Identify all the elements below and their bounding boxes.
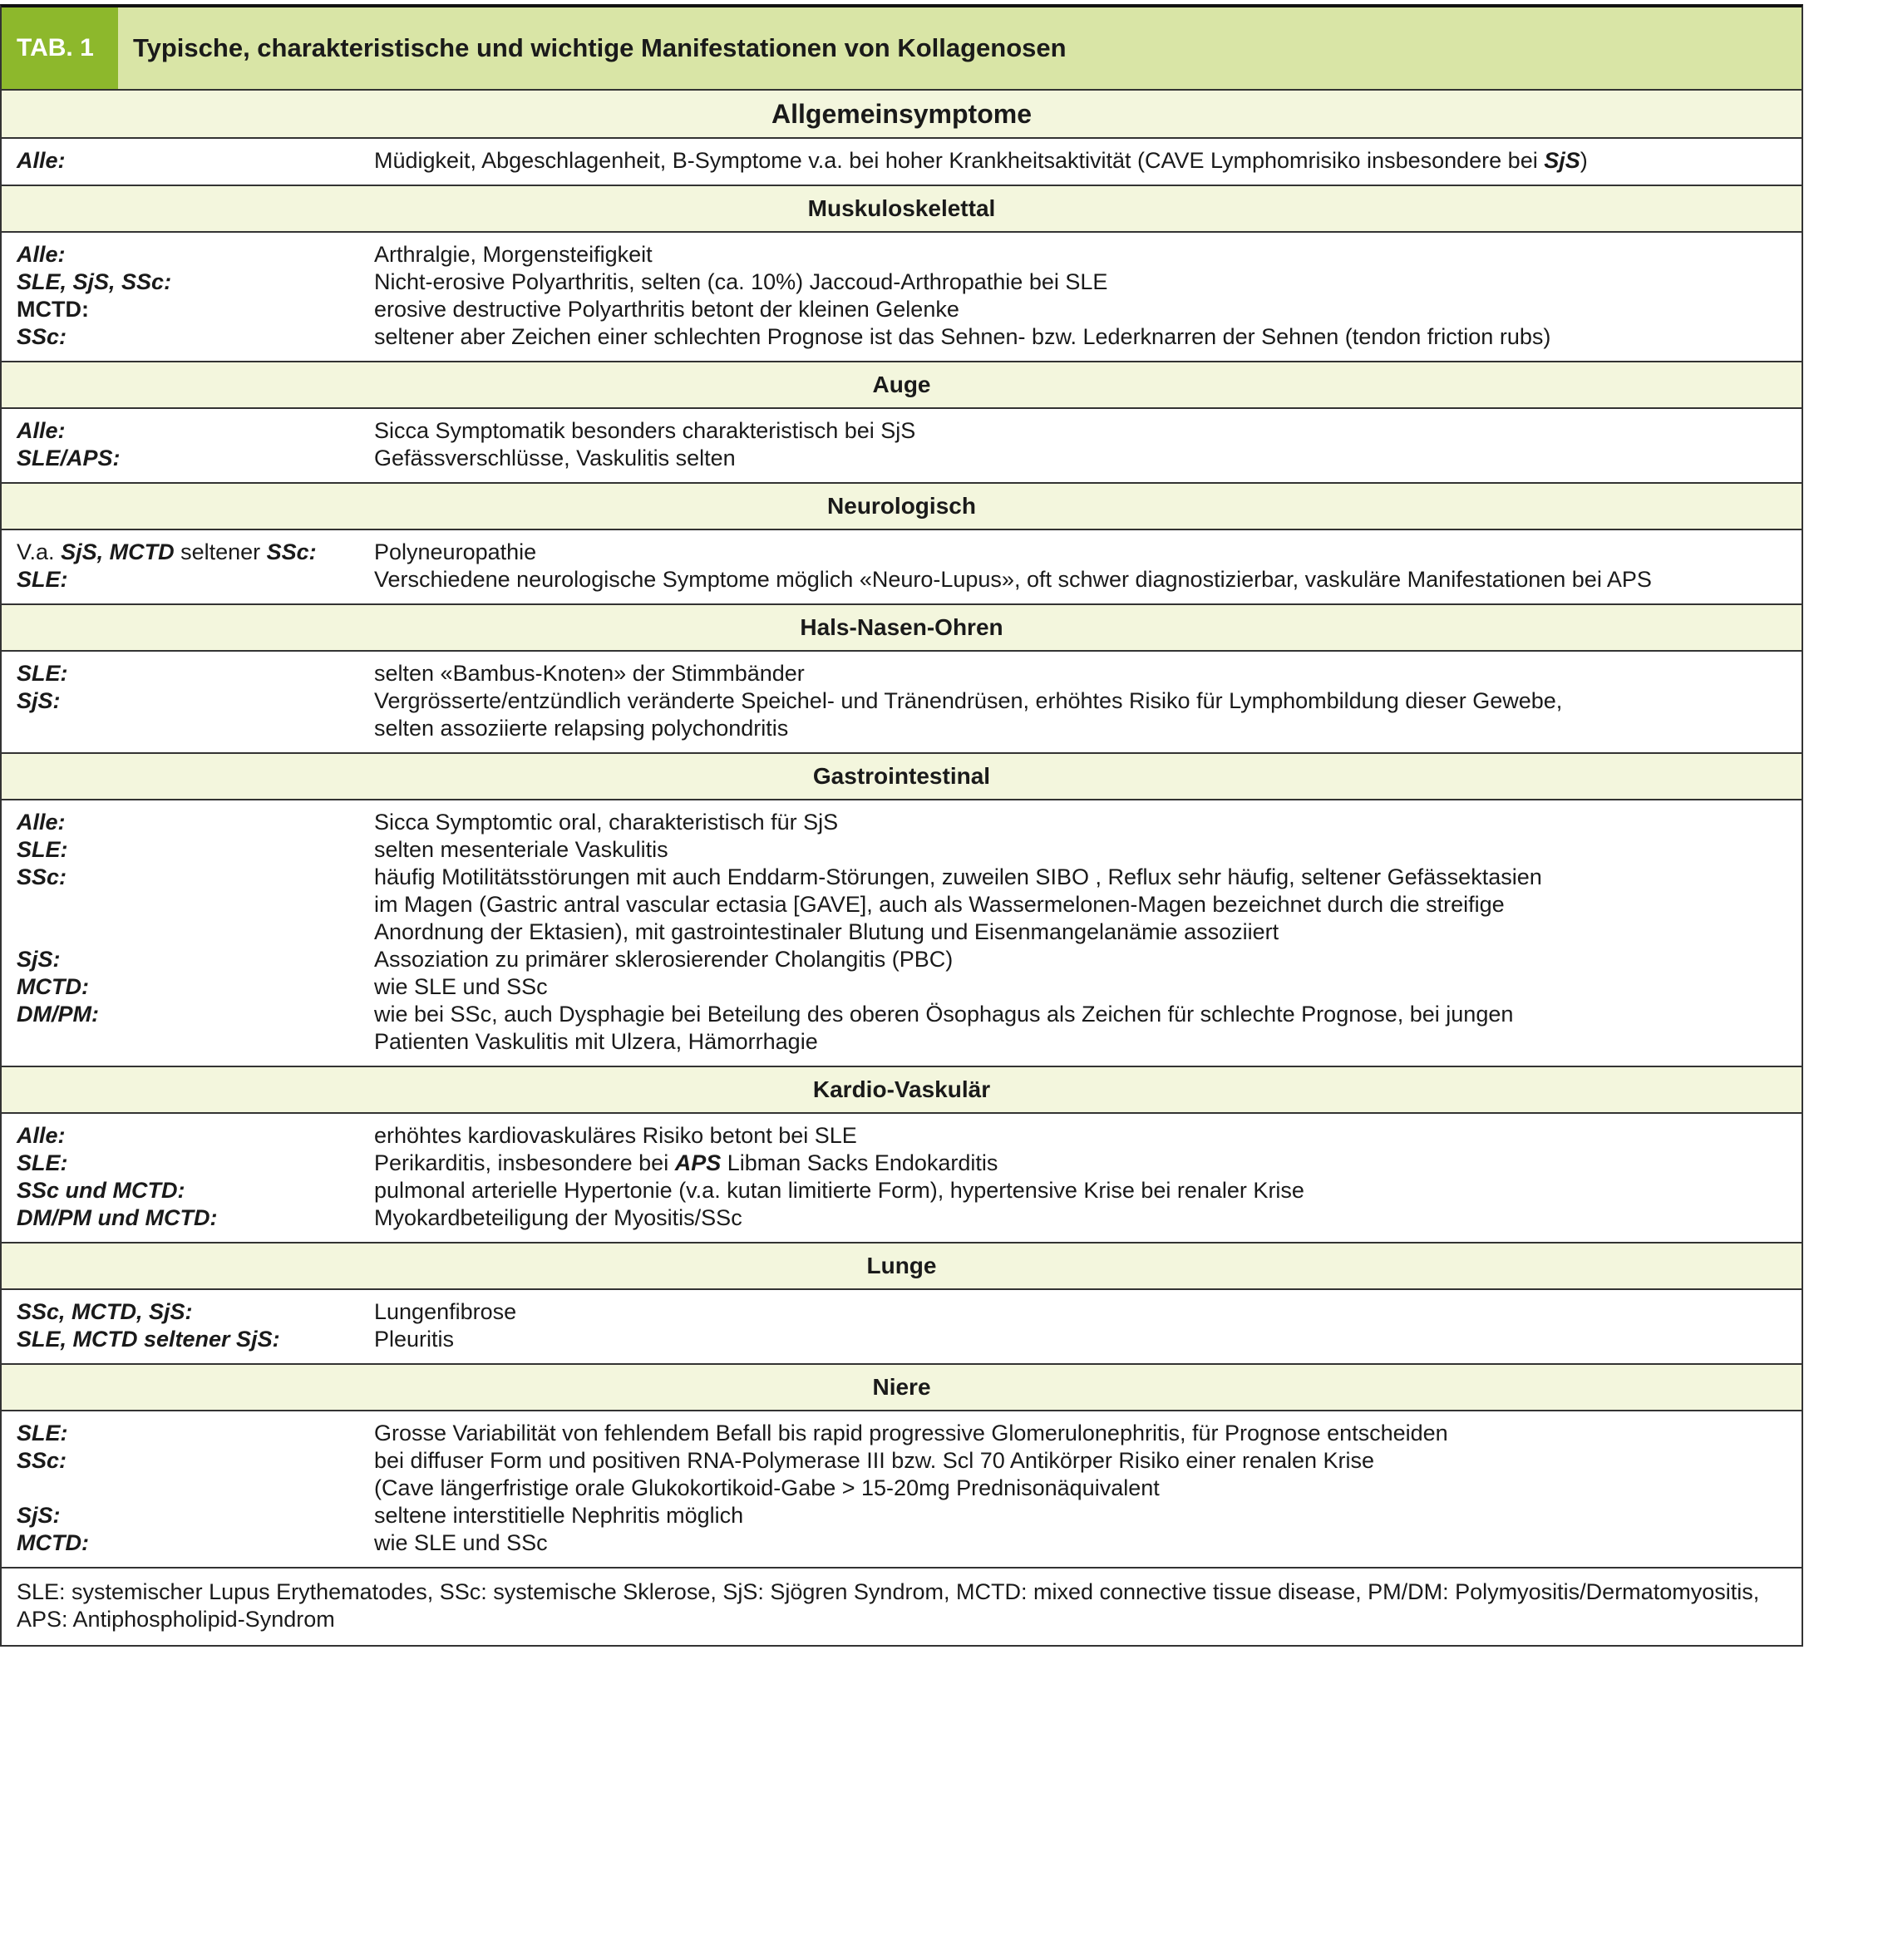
row-text bbox=[374, 660, 1802, 687]
row-text bbox=[374, 1204, 1802, 1232]
row-text bbox=[374, 687, 1802, 742]
row-label: Alle: bbox=[17, 810, 66, 835]
table-row bbox=[2, 296, 1802, 323]
section-body bbox=[2, 1290, 1802, 1365]
row-text-line: wie bei SSc, auch Dysphagie bei Beteilung des oberen Ösophagus als Zeichen für schlechte Prognose, bei jungen bbox=[374, 1002, 1514, 1027]
section-body bbox=[2, 1411, 1802, 1568]
row-label: Alle: bbox=[17, 1123, 66, 1148]
row-text-line: selten «Bambus-Knoten» der Stimmbänder bbox=[374, 661, 805, 686]
section-body bbox=[2, 139, 1802, 186]
row-text bbox=[374, 268, 1802, 296]
row-text bbox=[374, 1177, 1802, 1204]
table-row bbox=[2, 687, 1802, 742]
text-segment: ) bbox=[1580, 148, 1588, 173]
section-body bbox=[2, 530, 1802, 605]
table-row bbox=[2, 539, 1802, 566]
row-text-line: Assoziation zu primärer sklerosierender Cholangitis (PBC) bbox=[374, 947, 954, 972]
row-label: SLE: bbox=[17, 567, 68, 592]
row-text-line: Pleuritis bbox=[374, 1327, 455, 1352]
table-row bbox=[2, 1177, 1802, 1204]
row-text-line: seltener aber Zeichen einer schlechten Prognose ist das Sehnen- bzw. Lederknarren der Sehnen (tendon friction rubs) bbox=[374, 324, 1551, 349]
row-label: MCTD: bbox=[17, 297, 89, 322]
row-label bbox=[2, 539, 374, 566]
table-row bbox=[2, 147, 1802, 175]
row-text-line: Sicca Symptomatik besonders charakteristisch bei SjS bbox=[374, 418, 916, 443]
section-heading: Lunge bbox=[2, 1243, 1802, 1290]
table-row bbox=[2, 973, 1802, 1001]
row-text-line: pulmonal arterielle Hypertonie (v.a. kutan limitierte Form), hypertensive Krise bei renaler Krise bbox=[374, 1178, 1304, 1203]
row-text bbox=[374, 241, 1802, 268]
table-row bbox=[2, 241, 1802, 268]
section-body bbox=[2, 800, 1802, 1067]
row-text-line: bei diffuser Form und positiven RNA-Polymerase III bzw. Scl 70 Antikörper Risiko einer renalen Krise bbox=[374, 1448, 1375, 1473]
table-row bbox=[2, 1001, 1802, 1056]
row-text-line: Arthralgie, Morgensteifigkeit bbox=[374, 242, 653, 267]
row-label: DM/PM: bbox=[17, 1002, 99, 1027]
row-text-line: selten mesenteriale Vaskulitis bbox=[374, 837, 668, 862]
table-row bbox=[2, 836, 1802, 864]
section-heading: Auge bbox=[2, 362, 1802, 409]
table-footnote bbox=[2, 1568, 1802, 1645]
row-text-line: Myokardbeteiligung der Myositis/SSc bbox=[374, 1205, 742, 1230]
row-text-line: Patienten Vaskulitis mit Ulzera, Hämorrhagie bbox=[374, 1029, 818, 1054]
section-body bbox=[2, 1114, 1802, 1243]
row-text bbox=[374, 417, 1802, 445]
table-title: Typische, charakteristische und wichtige Manifestationen von Kollagenosen bbox=[133, 33, 1067, 62]
row-text bbox=[374, 1502, 1802, 1529]
row-label: SLE, MCTD seltener SjS: bbox=[17, 1327, 280, 1352]
row-label-part: V.a. bbox=[17, 539, 62, 564]
row-text bbox=[374, 946, 1802, 973]
manifestations-table bbox=[0, 4, 1803, 1647]
row-label-part: seltener bbox=[174, 539, 267, 564]
section-heading: Kardio-Vaskulär bbox=[2, 1067, 1802, 1114]
section-body bbox=[2, 409, 1802, 484]
row-text bbox=[374, 323, 1802, 351]
table-row bbox=[2, 864, 1802, 946]
emphasized-term: SjS bbox=[1544, 148, 1580, 173]
footnote-line: APS: Antiphospholipid-Syndrom bbox=[17, 1607, 335, 1632]
table-row bbox=[2, 1502, 1802, 1529]
row-text-line: wie SLE und SSc bbox=[374, 974, 548, 999]
table-row bbox=[2, 1529, 1802, 1557]
text-segment: Müdigkeit, Abgeschlagenheit, B-Symptome v.a. bei hoher Krankheitsaktivität (CAVE Lymphomrisiko insbesondere bei bbox=[374, 148, 1545, 173]
table-row bbox=[2, 1204, 1802, 1232]
row-text bbox=[374, 566, 1802, 593]
row-label: SSc, MCTD, SjS: bbox=[17, 1299, 193, 1324]
table-row bbox=[2, 809, 1802, 836]
row-label: SSc: bbox=[17, 1448, 67, 1473]
text-segment: Perikarditis, insbesondere bei bbox=[374, 1150, 675, 1175]
footnote-line: SLE: systemischer Lupus Erythematodes, SSc: systemische Sklerose, SjS: Sjögren Syndrom, MCTD: mixed connective tissue disease, PM/DM: Polymyositis/Dermatomyositis, bbox=[17, 1579, 1760, 1604]
row-label-part: SSc: bbox=[266, 539, 317, 564]
row-text bbox=[374, 1420, 1802, 1447]
row-label: Alle: bbox=[17, 418, 66, 443]
section-heading: Muskuloskelettal bbox=[2, 186, 1802, 233]
table-page bbox=[0, 4, 1803, 1647]
table-title-bar bbox=[2, 7, 1802, 91]
section-heading: Niere bbox=[2, 1365, 1802, 1411]
row-text bbox=[374, 809, 1802, 836]
row-label: SjS: bbox=[17, 688, 61, 713]
table-row bbox=[2, 660, 1802, 687]
row-text-line: Vergrösserte/entzündlich veränderte Speichel- und Tränendrüsen, erhöhtes Risiko für Lymphombildung dieser Gewebe, bbox=[374, 688, 1563, 713]
row-text-line: erhöhtes kardiovaskuläres Risiko betont bei SLE bbox=[374, 1123, 857, 1148]
row-label: SjS: bbox=[17, 947, 61, 972]
section-heading: Gastrointestinal bbox=[2, 754, 1802, 800]
row-label: SjS: bbox=[17, 1503, 61, 1528]
row-text bbox=[374, 1122, 1802, 1150]
row-text bbox=[374, 147, 1802, 175]
table-row bbox=[2, 1447, 1802, 1502]
row-text-line: Grosse Variabilität von fehlendem Befall bis rapid progressive Glomerulonephritis, für Prognose entscheiden bbox=[374, 1421, 1448, 1445]
row-text-line: selten assoziierte relapsing polychondritis bbox=[374, 716, 789, 741]
text-segment: Libman Sacks Endokarditis bbox=[721, 1150, 998, 1175]
row-label: DM/PM und MCTD: bbox=[17, 1205, 218, 1230]
table-row bbox=[2, 566, 1802, 593]
row-label: SSc: bbox=[17, 864, 67, 889]
row-text-line: (Cave längerfristige orale Glukokortikoid-Gabe > 15-20mg Prednisonäquivalent bbox=[374, 1475, 1160, 1500]
section-heading: Hals-Nasen-Ohren bbox=[2, 605, 1802, 652]
row-text-line: im Magen (Gastric antral vascular ectasia [GAVE], auch als Wassermelonen-Magen bezeichnet durch die streifige bbox=[374, 892, 1505, 917]
row-text-line: häufig Motilitätsstörungen mit auch Enddarm-Störungen, zuweilen SIBO , Reflux sehr häufig, seltener Gefässektasien bbox=[374, 864, 1542, 889]
row-text-line: erosive destructive Polyarthritis betont der kleinen Gelenke bbox=[374, 297, 959, 322]
row-label: SLE: bbox=[17, 837, 68, 862]
section-body bbox=[2, 652, 1802, 754]
row-text bbox=[374, 1001, 1802, 1056]
row-label-part: SjS, MCTD bbox=[61, 539, 175, 564]
row-text bbox=[374, 836, 1802, 864]
row-label: MCTD: bbox=[17, 974, 89, 999]
row-label: SLE/APS: bbox=[17, 446, 121, 470]
row-label: SLE: bbox=[17, 1421, 68, 1445]
table-row bbox=[2, 417, 1802, 445]
table-row bbox=[2, 946, 1802, 973]
row-text bbox=[374, 1326, 1802, 1353]
row-text-line bbox=[374, 147, 1788, 175]
table-row bbox=[2, 1326, 1802, 1353]
row-text bbox=[374, 539, 1802, 566]
table-row bbox=[2, 1298, 1802, 1326]
row-text bbox=[374, 973, 1802, 1001]
row-label: Alle: bbox=[17, 148, 66, 173]
section-body bbox=[2, 233, 1802, 362]
row-label: SSc und MCTD: bbox=[17, 1178, 185, 1203]
row-label: SLE, SjS, SSc: bbox=[17, 269, 172, 294]
row-text bbox=[374, 1298, 1802, 1326]
row-text-line: Verschiedene neurologische Symptome möglich «Neuro-Lupus», oft schwer diagnostizierbar, vaskuläre Manifestationen bei APS bbox=[374, 567, 1652, 592]
row-text-line: Nicht-erosive Polyarthritis, selten (ca. 10%) Jaccoud-Arthropathie bei SLE bbox=[374, 269, 1108, 294]
row-text-line: Polyneuropathie bbox=[374, 539, 537, 564]
row-text bbox=[374, 296, 1802, 323]
table-row bbox=[2, 268, 1802, 296]
row-text bbox=[374, 445, 1802, 472]
row-text-line bbox=[374, 1150, 1788, 1177]
row-text-line: Sicca Symptomtic oral, charakteristisch für SjS bbox=[374, 810, 839, 835]
section-heading: Neurologisch bbox=[2, 484, 1802, 530]
emphasized-term: APS bbox=[674, 1150, 722, 1175]
table-sections bbox=[2, 91, 1802, 1568]
row-text-line: Gefässverschlüsse, Vaskulitis selten bbox=[374, 446, 736, 470]
row-text-line: Lungenfibrose bbox=[374, 1299, 517, 1324]
row-text-line: seltene interstitielle Nephritis möglich bbox=[374, 1503, 744, 1528]
table-row bbox=[2, 1122, 1802, 1150]
row-label: SSc: bbox=[17, 324, 67, 349]
table-row bbox=[2, 1150, 1802, 1177]
row-text bbox=[374, 1447, 1802, 1502]
row-label: SLE: bbox=[17, 1150, 68, 1175]
section-heading: Allgemeinsymptome bbox=[2, 91, 1802, 139]
row-text-line: Anordnung der Ektasien), mit gastrointestinaler Blutung und Eisenmangelanämie assoziiert bbox=[374, 919, 1279, 944]
table-row bbox=[2, 445, 1802, 472]
table-number-label: TAB. 1 bbox=[2, 7, 118, 89]
row-label: SLE: bbox=[17, 661, 68, 686]
row-text bbox=[374, 864, 1802, 946]
table-row bbox=[2, 323, 1802, 351]
row-label: Alle: bbox=[17, 242, 66, 267]
table-row bbox=[2, 1420, 1802, 1447]
row-text-line: wie SLE und SSc bbox=[374, 1530, 548, 1555]
row-text bbox=[374, 1529, 1802, 1557]
row-label: MCTD: bbox=[17, 1530, 89, 1555]
row-text bbox=[374, 1150, 1802, 1177]
